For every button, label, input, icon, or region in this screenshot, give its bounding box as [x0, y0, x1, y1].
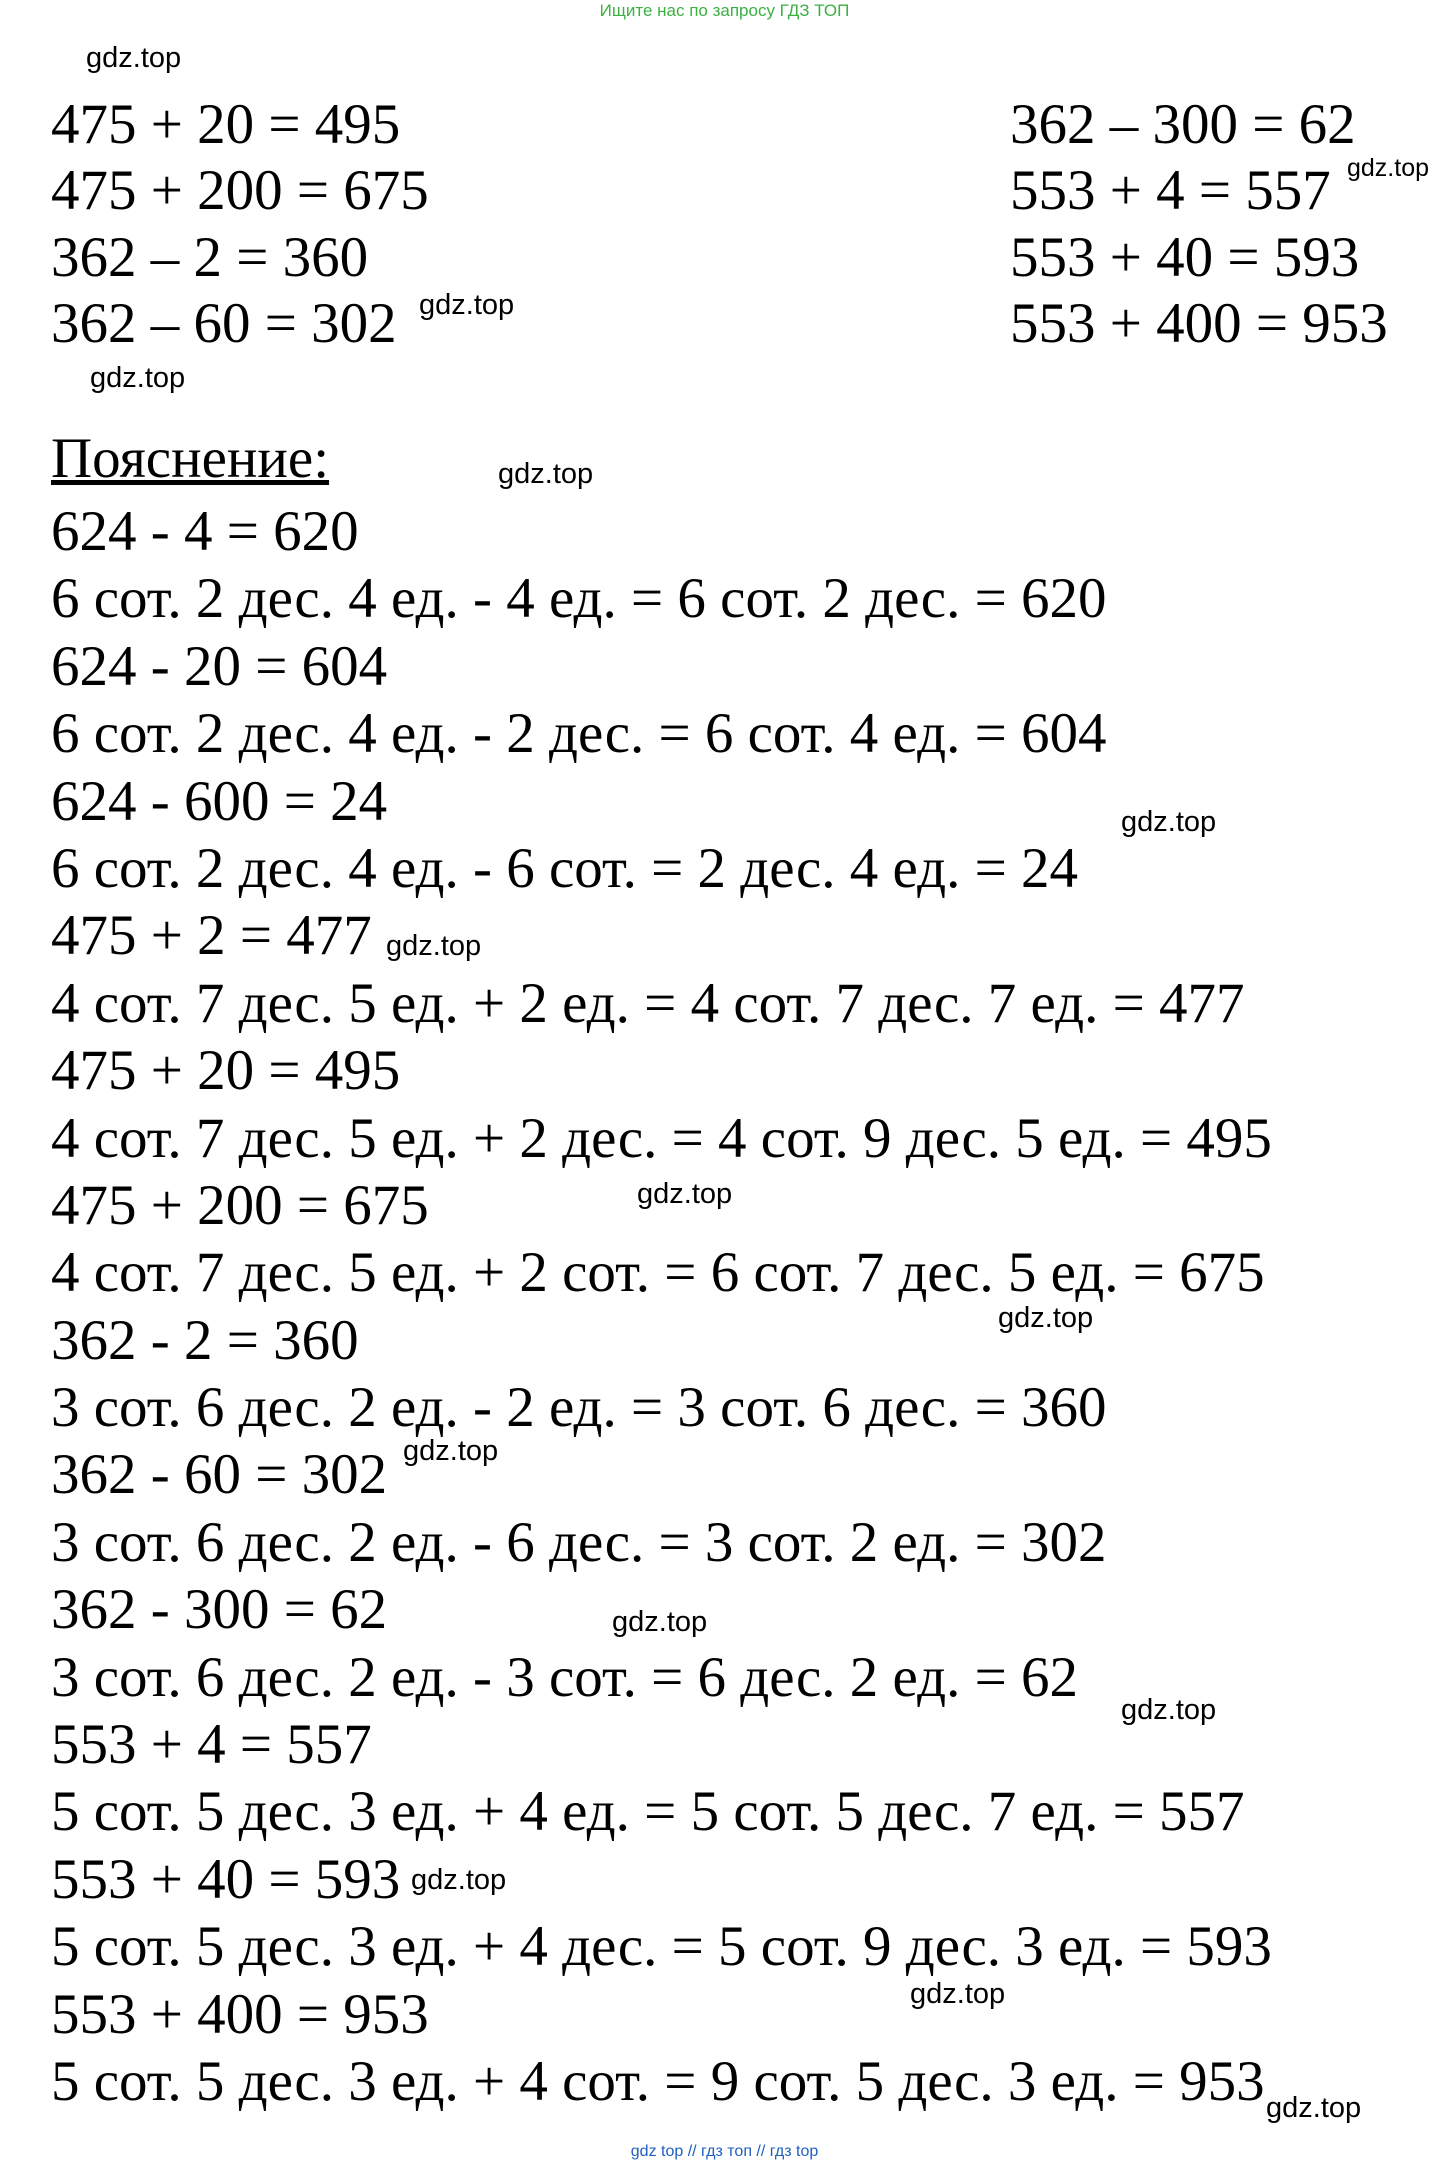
watermark: gdz.top: [90, 362, 186, 394]
watermark: gdz.top: [612, 1606, 708, 1638]
explanation-line: 624 - 20 = 604: [51, 634, 388, 698]
left-equation: 475 + 20 = 495: [51, 93, 401, 156]
left-equation: 362 – 60 = 302: [51, 292, 397, 355]
footer-links[interactable]: gdz top // гдз топ // гдз top: [630, 2143, 819, 2160]
explanation-line: 475 + 2 = 477: [51, 904, 372, 968]
right-equation: 553 + 400 = 953: [1010, 292, 1388, 355]
watermark: gdz.top: [498, 458, 594, 490]
explanation-line: 6 сот. 2 дес. 4 ед. - 4 ед. = 6 сот. 2 дес. = 620: [51, 567, 1107, 631]
explanation-line: 4 сот. 7 дес. 5 ед. + 2 дес. = 4 сот. 9 дес. 5 ед. = 495: [51, 1106, 1272, 1170]
explanation-line: 4 сот. 7 дес. 5 ед. + 2 сот. = 6 сот. 7 дес. 5 ед. = 675: [51, 1241, 1265, 1305]
explanation-line: 475 + 20 = 495: [51, 1039, 401, 1103]
explanation-lines: [51, 498, 1272, 2115]
watermark: gdz.top: [86, 42, 182, 74]
explanation-line: 362 - 60 = 302: [51, 1443, 388, 1507]
explanation-heading: Пояснение:: [51, 427, 330, 490]
watermark: gdz.top: [1121, 806, 1217, 838]
explanation-line: 6 сот. 2 дес. 4 ед. - 6 сот. = 2 дес. 4 ед. = 24: [51, 836, 1079, 900]
top-banner-link[interactable]: Ищите нас по запросу ГДЗ ТОП: [599, 1, 850, 20]
left-equation: 475 + 200 = 675: [51, 159, 429, 222]
right-equation: 553 + 4 = 557: [1010, 159, 1331, 222]
watermark: gdz.top: [411, 1864, 507, 1896]
explanation-line: 5 сот. 5 дес. 3 ед. + 4 дес. = 5 сот. 9 дес. 3 ед. = 593: [51, 1915, 1272, 1979]
explanation-line: 5 сот. 5 дес. 3 ед. + 4 сот. = 9 сот. 5 дес. 3 ед. = 953: [51, 2049, 1265, 2113]
watermark: gdz.top: [637, 1178, 733, 1210]
explanation-line: 553 + 4 = 557: [51, 1713, 372, 1777]
explanation-line: 3 сот. 6 дес. 2 ед. - 3 сот. = 6 дес. 2 ед. = 62: [51, 1645, 1079, 1709]
explanation-line: 6 сот. 2 дес. 4 ед. - 2 дес. = 6 сот. 4 ед. = 604: [51, 702, 1107, 766]
watermark: gdz.top: [910, 1978, 1006, 2010]
right-equation: 362 – 300 = 62: [1010, 93, 1356, 156]
watermark: gdz.top: [1347, 154, 1430, 182]
explanation-line: 624 - 4 = 620: [51, 500, 359, 563]
left-equation: 362 – 2 = 360: [51, 226, 369, 289]
explanation-line: 553 + 40 = 593: [51, 1847, 401, 1911]
explanation-line: 4 сот. 7 дес. 5 ед. + 2 ед. = 4 сот. 7 дес. 7 ед. = 477: [51, 971, 1245, 1035]
explanation-line: 475 + 200 = 675: [51, 1173, 429, 1237]
watermark: gdz.top: [1266, 2092, 1362, 2124]
watermark: gdz.top: [403, 1435, 499, 1467]
explanation-line: 553 + 400 = 953: [51, 1982, 429, 2046]
explanation-line: 5 сот. 5 дес. 3 ед. + 4 ед. = 5 сот. 5 дес. 7 ед. = 557: [51, 1780, 1245, 1844]
watermark: gdz.top: [998, 1302, 1094, 1334]
watermark: gdz.top: [386, 930, 482, 962]
right-equation: 553 + 40 = 593: [1010, 226, 1360, 289]
watermark: gdz.top: [1121, 1694, 1217, 1726]
explanation-line: 362 - 300 = 62: [51, 1578, 388, 1642]
watermark: gdz.top: [419, 289, 515, 321]
explanation-line: 362 - 2 = 360: [51, 1308, 359, 1372]
explanation-line: 3 сот. 6 дес. 2 ед. - 6 дес. = 3 сот. 2 ед. = 302: [51, 1510, 1107, 1574]
explanation-line: 624 - 600 = 24: [51, 769, 388, 833]
explanation-line: 3 сот. 6 дес. 2 ед. - 2 ед. = 3 сот. 6 дес. = 360: [51, 1376, 1107, 1440]
